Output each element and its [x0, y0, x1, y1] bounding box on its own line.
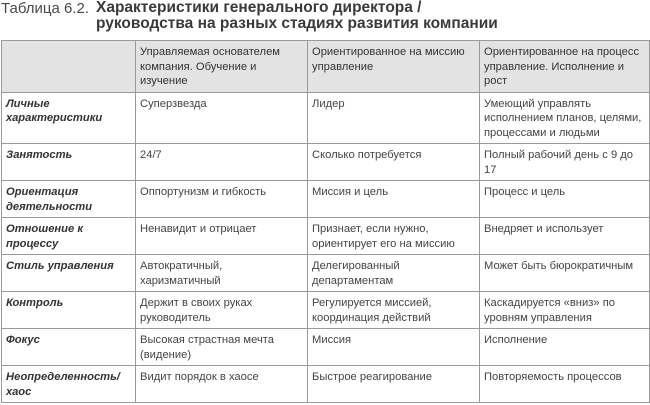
table-row	[2, 329, 650, 366]
table-row	[2, 92, 650, 144]
table-cell: Каскадируется «вниз» по уровням управления	[480, 292, 650, 329]
table-row	[2, 218, 650, 255]
row-label: Ориентация деятельности	[2, 181, 136, 218]
table-cell: Миссия	[308, 329, 480, 366]
table-cell: Быстрое реагирование	[308, 366, 480, 403]
table-cell: Оппортунизм и гибкость	[136, 181, 308, 218]
table-cell: Повторяемость процессов	[480, 366, 650, 403]
caption-label: Таблица 6.2.	[1, 0, 90, 17]
table-cell: Высокая страстная мечта (видение)	[136, 329, 308, 366]
table-cell: Полный рабочий день с 9 до 17	[480, 144, 650, 181]
table-cell: Автократичный, харизматичный	[136, 255, 308, 292]
table-cell: Может быть бюрократичным	[480, 255, 650, 292]
header-mission-oriented: Ориентированное на миссию управление	[308, 41, 480, 93]
row-label: Фокус	[2, 329, 136, 366]
table-row	[2, 144, 650, 181]
ceo-characteristics-table	[1, 40, 650, 403]
caption-title	[96, 0, 498, 32]
caption-title-line-2: руководства на разных стадиях развития компании	[96, 15, 498, 32]
table-cell: Видит порядок в хаосе	[136, 366, 308, 403]
table-cell: Сколько потребуется	[308, 144, 480, 181]
header-founder-managed: Управляемая основателем компания. Обучение и изучение	[136, 41, 308, 93]
table-caption	[0, 0, 650, 40]
table-cell: Лидер	[308, 92, 480, 144]
table-cell: Миссия и цель	[308, 181, 480, 218]
row-label: Личные характеристики	[2, 92, 136, 144]
table-row	[2, 292, 650, 329]
table-row	[2, 366, 650, 403]
row-label: Отношение к процессу	[2, 218, 136, 255]
table-cell: Исполнение	[480, 329, 650, 366]
table-header-row	[2, 41, 650, 93]
header-process-oriented: Ориентированное на процесс управление. Исполнение и рост	[480, 41, 650, 93]
header-corner	[2, 41, 136, 93]
table-cell: Признает, если нужно, ориентирует его на миссию	[308, 218, 480, 255]
table-cell: Делегированный департаментам	[308, 255, 480, 292]
table-row	[2, 181, 650, 218]
table-cell: Внедряет и использует	[480, 218, 650, 255]
table-cell: Регулируется миссией, координация действий	[308, 292, 480, 329]
row-label: Контроль	[2, 292, 136, 329]
table-cell: Держит в своих руках руководитель	[136, 292, 308, 329]
table-cell: Суперзвезда	[136, 92, 308, 144]
table-cell: Ненавидит и отрицает	[136, 218, 308, 255]
table-cell: Процесс и цель	[480, 181, 650, 218]
table-cell: 24/7	[136, 144, 308, 181]
table-row	[2, 255, 650, 292]
row-label: Занятость	[2, 144, 136, 181]
row-label: Неопределенность/ хаос	[2, 366, 136, 403]
table-cell: Умеющий управлять исполнением планов, целями, процессами и людьми	[480, 92, 650, 144]
row-label: Стиль управления	[2, 255, 136, 292]
caption-title-line-1: Характеристики генерального директора /	[96, 0, 422, 16]
